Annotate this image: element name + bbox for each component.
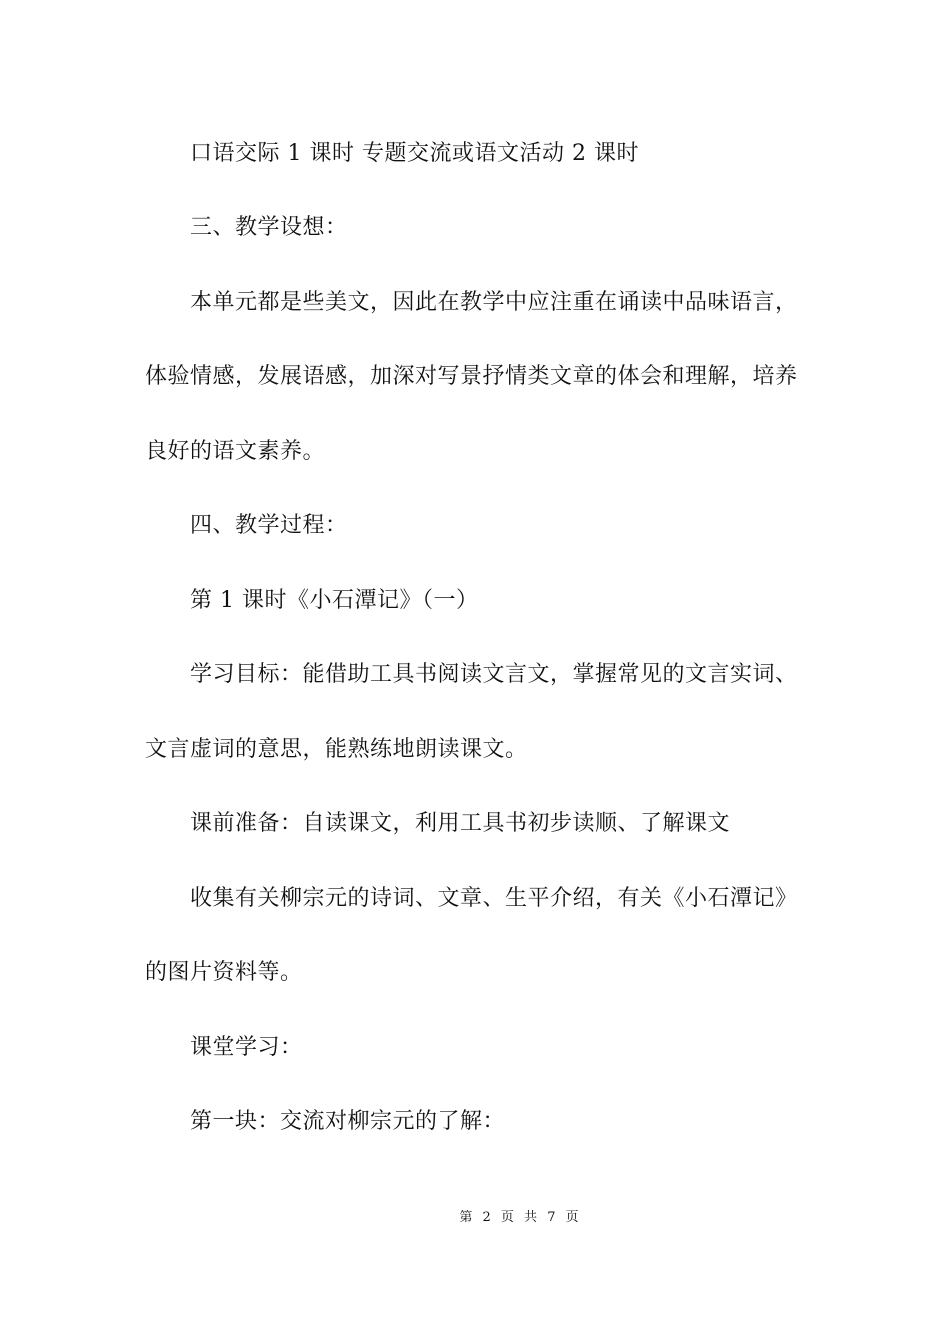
paragraph-line: 文言虚词的意思，能熟练地朗读课文。 [145,737,528,762]
paragraph-line: 课前准备：自读课文，利用工具书初步读顺、了解课文 [190,811,731,836]
page-number: 第 2 页 共 7 页 [459,1210,579,1225]
paragraph-line: 第一块：交流对柳宗元的了解： [190,1109,506,1134]
heading-class-study: 课堂学习： [190,1035,303,1060]
heading-teaching-process: 四、教学过程： [190,513,348,538]
heading-teaching-concept: 三、教学设想： [190,215,348,240]
paragraph-line: 的图片资料等。 [145,960,303,985]
paragraph-line: 良好的语文素养。 [145,439,326,464]
paragraph-line: 体验情感，发展语感，加深对写景抒情类文章的体会和理解，培养 [145,364,798,389]
paragraph-class-hours: 口语交际 1 课时 专题交流或语文活动 2 课时 [190,141,639,166]
paragraph-line: 收集有关柳宗元的诗词、文章、生平介绍，有关《小石潭记》 [190,886,798,911]
paragraph-line: 学习目标：能借助工具书阅读文言文，掌握常见的文言实词、 [190,662,798,687]
lesson-title: 第 1 课时《小石潭记》（一） [190,588,479,613]
paragraph-line: 本单元都是些美文，因此在教学中应注重在诵读中品味语言， [190,290,798,315]
